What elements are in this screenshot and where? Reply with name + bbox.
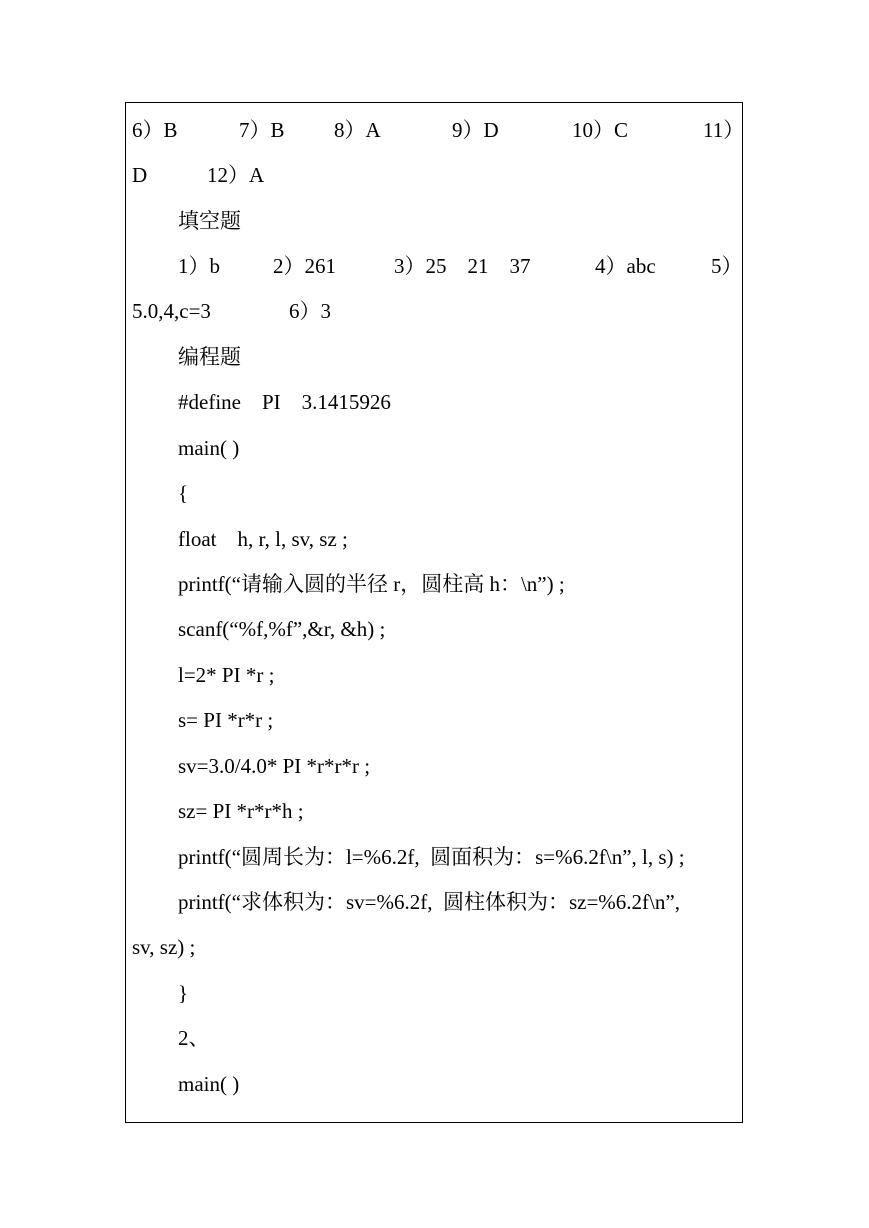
choice-answers-row-1 — [126, 115, 745, 145]
fill-answer: 1）b — [178, 254, 220, 278]
fill-answer: 5） — [711, 254, 743, 278]
code-line: s= PI *r*r ; — [178, 708, 274, 732]
code-line: } — [178, 981, 189, 1005]
fill-answer: 3）25 21 37 — [394, 254, 531, 278]
fill-blank-heading: 填空题 — [178, 209, 241, 233]
choice-answer: 9）D — [452, 118, 499, 142]
code-line: 2、 — [178, 1026, 210, 1050]
fill-answer: 6）3 — [289, 299, 331, 323]
code-line: sz= PI *r*r*h ; — [178, 799, 304, 823]
code-line: printf(“圆周长为：l=%6.2f, 圆面积为：s=%6.2f\n”, l, s) ; — [178, 845, 685, 869]
code-line: main( ) — [178, 436, 240, 460]
code-line: float h, r, l, sv, sz ; — [178, 527, 348, 551]
fill-answers-row-1 — [126, 251, 742, 281]
choice-answer: 11） — [703, 118, 745, 142]
code-line: l=2* PI *r ; — [178, 663, 275, 687]
choice-answer: 12）A — [207, 163, 265, 187]
choice-answer: 8）A — [334, 118, 381, 142]
code-line: main( ) — [178, 1072, 240, 1096]
code-line: scanf(“%f,%f”,&r, &h) ; — [178, 617, 386, 641]
fill-answers-row-2 — [126, 296, 742, 326]
programming-heading-row — [126, 342, 742, 372]
fill-answer: 4）abc — [595, 254, 656, 278]
choice-answer: 10）C — [572, 118, 629, 142]
code-line: #define PI 3.1415926 — [178, 390, 391, 414]
code-line: printf(“请输入圆的半径 r，圆柱高 h：\n”) ; — [178, 572, 565, 596]
code-line: printf(“求体积为：sv=%6.2f, 圆柱体积为：sz=%6.2f\n”, — [178, 890, 680, 914]
choice-answer: 6）B — [132, 118, 178, 142]
fill-answer: 5.0,4,c=3 — [132, 299, 211, 323]
code-line: sv, sz) ; — [132, 935, 196, 959]
code-line: { — [178, 481, 189, 505]
document-page — [125, 102, 743, 1123]
code-line: sv=3.0/4.0* PI *r*r*r ; — [178, 754, 371, 778]
choice-answer: 7）B — [239, 118, 285, 142]
choice-answer: D — [132, 163, 148, 187]
choice-answers-row-2 — [126, 160, 742, 190]
programming-heading: 编程题 — [178, 345, 241, 369]
fill-blank-heading-row — [126, 206, 742, 236]
fill-answer: 2）261 — [273, 254, 336, 278]
